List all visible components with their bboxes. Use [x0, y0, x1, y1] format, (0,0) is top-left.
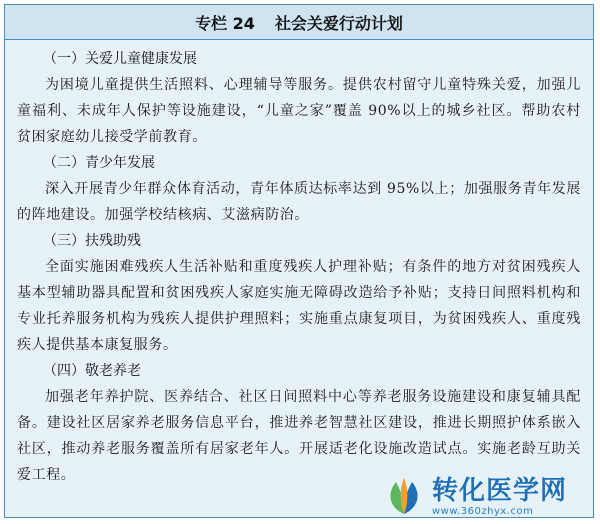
watermark: [382, 470, 592, 522]
column-label: 专栏 24: [195, 13, 255, 33]
watermark-url: www.360zhyx.com: [432, 505, 534, 517]
section-heading-3: （三）扶残助残: [43, 233, 141, 249]
column-title: 社会关爱行动计划: [274, 13, 403, 33]
column-title-bar: [5, 5, 593, 40]
section-heading-2: （二）青少年发展: [43, 155, 155, 171]
column-box: [4, 4, 594, 518]
section-body-2: 深入开展青少年群众体育活动，青年体质达标率达到 95%以上；加强服务青年发展的阵地建设。加强学校结核病、艾滋病防治。: [17, 181, 581, 223]
leaf-logo-icon: [382, 474, 426, 518]
column-content: [5, 40, 593, 488]
section-body-4: 加强老年养护院、医养结合、社区日间照料中心等养老服务设施建设和康复辅具配备。建设社区居家养老服务信息平台，推进养老智慧社区建设，推进长期照护体系嵌入社区，推动养老服务覆盖所有居家老年人。开展适老化设施改造试点。实施老龄互助关爱工程。: [17, 389, 581, 483]
watermark-name: 转化医学网: [432, 475, 568, 506]
section-body-3: 全面实施困难残疾人生活补贴和重度残疾人护理补贴；有条件的地方对贫困残疾人基本型辅助器具配置和贫困残疾人家庭实施无障碍改造给予补贴；支持日间照料机构和专业托养服务机构为残疾人提供护理照料；实施重点康复项目，为贫困残疾人、重度残疾人提供基本康复服务。: [17, 259, 581, 353]
section-heading-1: （一）关爱儿童健康发展: [43, 51, 197, 67]
section-body-1: 为困境儿童提供生活照料、心理辅导等服务。提供农村留守儿童特殊关爱，加强儿童福利、未成年人保护等设施建设，“儿童之家”覆盖 90%以上的城乡社区。帮助农村贫困家庭幼儿接受学前教育。: [17, 77, 581, 145]
section-heading-4: （四）敬老养老: [43, 363, 141, 379]
